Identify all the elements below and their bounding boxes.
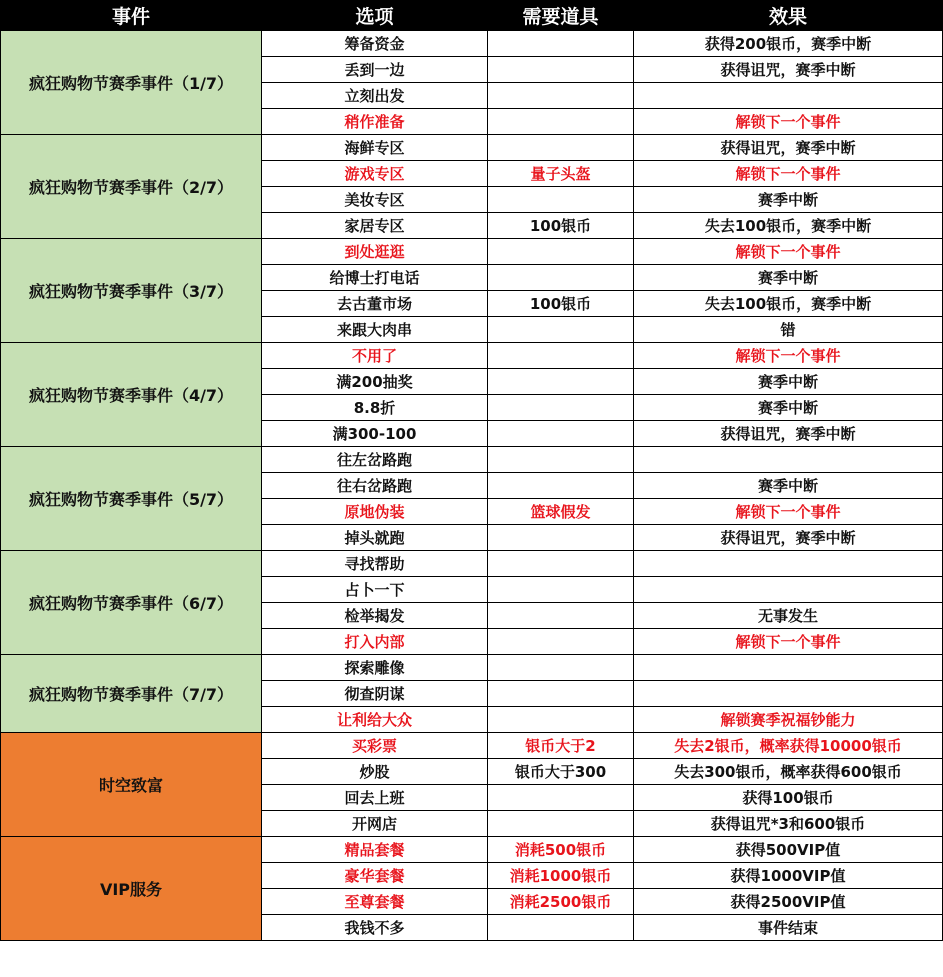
tool-cell (488, 473, 634, 499)
tool-cell: 银币大于2 (488, 733, 634, 759)
event-name-cell: VIP服务 (1, 837, 262, 941)
tool-cell (488, 187, 634, 213)
tool-cell (488, 239, 634, 265)
effect-cell: 解锁下一个事件 (634, 161, 943, 187)
tool-cell (488, 915, 634, 941)
header-event: 事件 (1, 1, 262, 31)
table-row (1, 551, 943, 577)
effect-cell: 解锁下一个事件 (634, 629, 943, 655)
option-cell: 美妆专区 (262, 187, 488, 213)
effect-cell: 获得200银币，赛季中断 (634, 31, 943, 57)
event-name-cell: 疯狂购物节赛季事件（2/7） (1, 135, 262, 239)
tool-cell: 银币大于300 (488, 759, 634, 785)
event-name-cell: 疯狂购物节赛季事件（3/7） (1, 239, 262, 343)
effect-cell: 错 (634, 317, 943, 343)
option-cell: 占卜一下 (262, 577, 488, 603)
effect-cell: 赛季中断 (634, 369, 943, 395)
table-row (1, 239, 943, 265)
effect-cell: 解锁下一个事件 (634, 343, 943, 369)
tool-cell (488, 681, 634, 707)
header-row (1, 1, 943, 31)
option-cell: 让利给大众 (262, 707, 488, 733)
option-cell: 寻找帮助 (262, 551, 488, 577)
option-cell: 海鲜专区 (262, 135, 488, 161)
effect-cell: 失去2银币，概率获得10000银币 (634, 733, 943, 759)
option-cell: 游戏专区 (262, 161, 488, 187)
table-row (1, 343, 943, 369)
effect-cell: 失去100银币，赛季中断 (634, 291, 943, 317)
effect-cell: 获得100银币 (634, 785, 943, 811)
option-cell: 买彩票 (262, 733, 488, 759)
tool-cell (488, 707, 634, 733)
effect-cell: 解锁下一个事件 (634, 109, 943, 135)
effect-cell: 获得诅咒，赛季中断 (634, 525, 943, 551)
table-row (1, 837, 943, 863)
tool-cell: 100银币 (488, 291, 634, 317)
option-cell: 8.8折 (262, 395, 488, 421)
table-row (1, 655, 943, 681)
option-cell: 不用了 (262, 343, 488, 369)
tool-cell: 消耗1000银币 (488, 863, 634, 889)
effect-cell: 获得2500VIP值 (634, 889, 943, 915)
table-body (1, 31, 943, 941)
event-name-cell: 疯狂购物节赛季事件（6/7） (1, 551, 262, 655)
option-cell: 炒股 (262, 759, 488, 785)
tool-cell (488, 551, 634, 577)
tool-cell (488, 135, 634, 161)
header-effect: 效果 (634, 1, 943, 31)
effect-cell: 获得1000VIP值 (634, 863, 943, 889)
option-cell: 往左岔路跑 (262, 447, 488, 473)
effect-cell: 事件结束 (634, 915, 943, 941)
option-cell: 家居专区 (262, 213, 488, 239)
tool-cell (488, 447, 634, 473)
effect-cell: 赛季中断 (634, 395, 943, 421)
table-row (1, 31, 943, 57)
option-cell: 豪华套餐 (262, 863, 488, 889)
option-cell: 满300-100 (262, 421, 488, 447)
tool-cell (488, 577, 634, 603)
header-option: 选项 (262, 1, 488, 31)
table-row (1, 135, 943, 161)
option-cell: 给博士打电话 (262, 265, 488, 291)
option-cell: 检举揭发 (262, 603, 488, 629)
option-cell: 我钱不多 (262, 915, 488, 941)
tool-cell (488, 265, 634, 291)
tool-cell (488, 785, 634, 811)
effect-cell: 失去100银币，赛季中断 (634, 213, 943, 239)
effect-cell: 解锁下一个事件 (634, 499, 943, 525)
option-cell: 丢到一边 (262, 57, 488, 83)
option-cell: 至尊套餐 (262, 889, 488, 915)
effect-cell (634, 83, 943, 109)
tool-cell (488, 603, 634, 629)
effect-cell (634, 655, 943, 681)
tool-cell (488, 655, 634, 681)
effect-cell: 获得诅咒，赛季中断 (634, 57, 943, 83)
tool-cell (488, 525, 634, 551)
option-cell: 满200抽奖 (262, 369, 488, 395)
effect-cell: 获得诅咒，赛季中断 (634, 135, 943, 161)
effect-cell (634, 577, 943, 603)
option-cell: 彻查阴谋 (262, 681, 488, 707)
tool-cell (488, 395, 634, 421)
event-name-cell: 疯狂购物节赛季事件（5/7） (1, 447, 262, 551)
tool-cell: 消耗2500银币 (488, 889, 634, 915)
effect-cell: 解锁赛季祝福钞能力 (634, 707, 943, 733)
option-cell: 筹备资金 (262, 31, 488, 57)
effect-cell: 赛季中断 (634, 265, 943, 291)
header-tool: 需要道具 (488, 1, 634, 31)
tool-cell: 篮球假发 (488, 499, 634, 525)
option-cell: 探索雕像 (262, 655, 488, 681)
effect-cell (634, 447, 943, 473)
event-name-cell: 疯狂购物节赛季事件（4/7） (1, 343, 262, 447)
tool-cell (488, 421, 634, 447)
option-cell: 去古董市场 (262, 291, 488, 317)
tool-cell (488, 629, 634, 655)
effect-cell: 获得诅咒*3和600银币 (634, 811, 943, 837)
tool-cell: 100银币 (488, 213, 634, 239)
effect-cell: 赛季中断 (634, 187, 943, 213)
tool-cell: 消耗500银币 (488, 837, 634, 863)
event-name-cell: 疯狂购物节赛季事件（7/7） (1, 655, 262, 733)
tool-cell (488, 83, 634, 109)
option-cell: 往右岔路跑 (262, 473, 488, 499)
option-cell: 精品套餐 (262, 837, 488, 863)
option-cell: 来跟大肉串 (262, 317, 488, 343)
table-row (1, 447, 943, 473)
option-cell: 稍作准备 (262, 109, 488, 135)
effect-cell: 解锁下一个事件 (634, 239, 943, 265)
option-cell: 原地伪装 (262, 499, 488, 525)
tool-cell (488, 31, 634, 57)
tool-cell (488, 369, 634, 395)
option-cell: 掉头就跑 (262, 525, 488, 551)
tool-cell (488, 57, 634, 83)
option-cell: 开网店 (262, 811, 488, 837)
effect-cell (634, 681, 943, 707)
effect-cell: 获得500VIP值 (634, 837, 943, 863)
effect-cell: 无事发生 (634, 603, 943, 629)
table-row (1, 733, 943, 759)
tool-cell: 量子头盔 (488, 161, 634, 187)
option-cell: 立刻出发 (262, 83, 488, 109)
effect-cell: 赛季中断 (634, 473, 943, 499)
option-cell: 打入内部 (262, 629, 488, 655)
event-name-cell: 疯狂购物节赛季事件（1/7） (1, 31, 262, 135)
tool-cell (488, 343, 634, 369)
option-cell: 到处逛逛 (262, 239, 488, 265)
effect-cell: 失去300银币，概率获得600银币 (634, 759, 943, 785)
option-cell: 回去上班 (262, 785, 488, 811)
effect-cell: 获得诅咒，赛季中断 (634, 421, 943, 447)
tool-cell (488, 811, 634, 837)
tool-cell (488, 317, 634, 343)
effect-cell (634, 551, 943, 577)
event-name-cell: 时空致富 (1, 733, 262, 837)
tool-cell (488, 109, 634, 135)
